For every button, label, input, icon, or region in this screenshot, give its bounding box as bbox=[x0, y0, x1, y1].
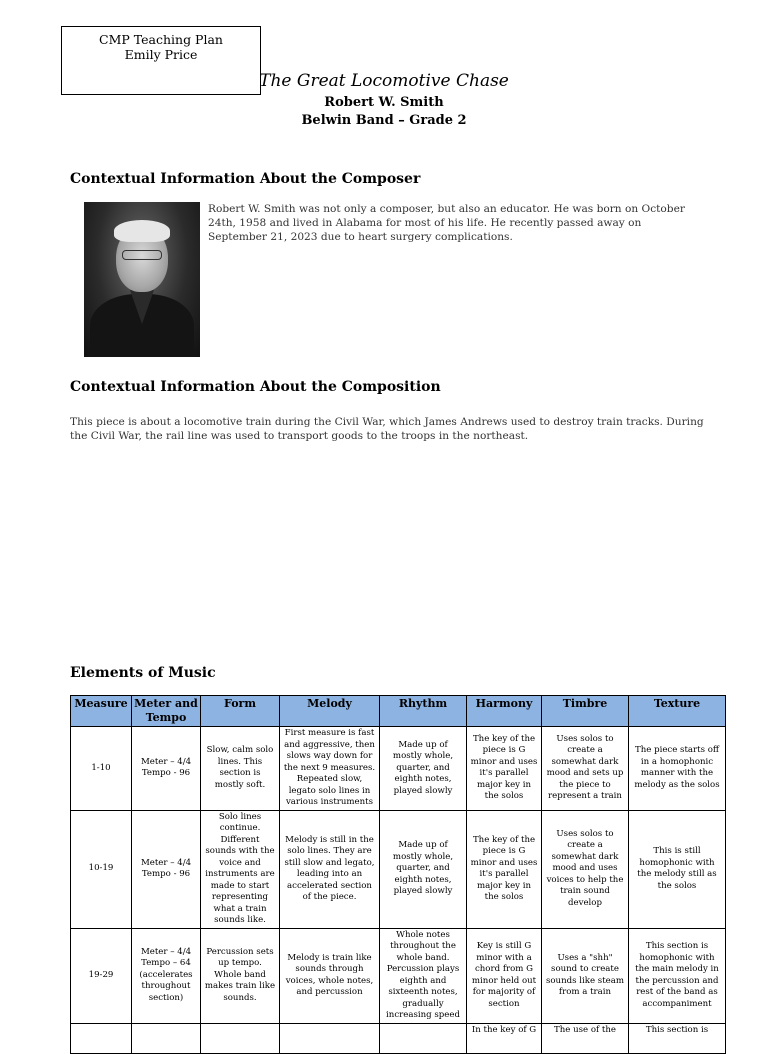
cell-harmony: Key is still G minor with a chord from G minor held out for majority of section bbox=[467, 928, 542, 1023]
cell-rhythm bbox=[380, 1023, 467, 1053]
elements-heading: Elements of Music bbox=[70, 665, 216, 681]
column-header-texture: Texture bbox=[629, 696, 726, 727]
cell-timbre: The use of the bbox=[542, 1023, 629, 1053]
cell-rhythm: Made up of mostly whole, quarter, and eighth notes, played slowly bbox=[380, 810, 467, 928]
table-row bbox=[71, 727, 726, 811]
elements-table bbox=[70, 695, 726, 1054]
cell-measure: 19-29 bbox=[71, 928, 132, 1023]
cell-texture: The piece starts off in a homophonic manner with the melody as the solos bbox=[629, 727, 726, 811]
plan-title: CMP Teaching Plan bbox=[99, 32, 223, 47]
column-header-harmony: Harmony bbox=[467, 696, 542, 727]
cell-harmony: In the key of G bbox=[467, 1023, 542, 1053]
column-header-form: Form bbox=[201, 696, 280, 727]
cell-measure: 1-10 bbox=[71, 727, 132, 811]
cell-harmony: The key of the piece is G minor and uses it's parallel major key in the solos bbox=[467, 727, 542, 811]
cell-measure bbox=[71, 1023, 132, 1053]
cell-timbre: Uses solos to create a somewhat dark mood and sets up the piece to represent a train bbox=[542, 727, 629, 811]
cell-measure: 10-19 bbox=[71, 810, 132, 928]
cell-meter-tempo: Meter – 4/4 Tempo – 64 (accelerates throughout section) bbox=[132, 928, 201, 1023]
cell-timbre: Uses solos to create a somewhat dark mood and uses voices to help the train sound develop bbox=[542, 810, 629, 928]
composer-photo bbox=[84, 202, 200, 357]
cell-melody: Melody is train like sounds through voices, whole notes, and percussion bbox=[280, 928, 380, 1023]
composition-text: This piece is about a locomotive train during the Civil War, which James Andrews used to destroy train tracks. During the Civil War, the rail line was used to transport goods to the troops in the northeast. bbox=[70, 416, 704, 442]
cell-harmony: The key of the piece is G minor and uses it's parallel major key in the solos bbox=[467, 810, 542, 928]
cell-melody bbox=[280, 1023, 380, 1053]
cell-rhythm: Whole notes throughout the whole band. Percussion plays eighth and sixteenth notes, gradually increasing speed bbox=[380, 928, 467, 1023]
column-header-meter-tempo: Meter and Tempo bbox=[132, 696, 201, 727]
table-row bbox=[71, 928, 726, 1023]
column-header-measure: Measure bbox=[71, 696, 132, 727]
composer-name: Robert W. Smith bbox=[324, 95, 444, 110]
table-header-row bbox=[71, 696, 726, 727]
composer-text: Robert W. Smith was not only a composer, but also an educator. He was born on October 24th, 1958 and lived in Alabama for most of his life. He recently passed away on September 21, 2023 due to heart surgery complications. bbox=[208, 203, 685, 243]
composition-heading: Contextual Information About the Composition bbox=[70, 379, 441, 395]
cell-texture: This section is homophonic with the main melody in the percussion and rest of the band as accompaniment bbox=[629, 928, 726, 1023]
cell-form: Slow, calm solo lines. This section is mostly soft. bbox=[201, 727, 280, 811]
column-header-melody: Melody bbox=[280, 696, 380, 727]
cell-meter-tempo: Meter – 4/4 Tempo - 96 bbox=[132, 810, 201, 928]
column-header-timbre: Timbre bbox=[542, 696, 629, 727]
cell-form: Solo lines continue. Different sounds with the voice and instruments are made to start representing what a train sounds like. bbox=[201, 810, 280, 928]
cell-melody: First measure is fast and aggressive, then slows way down for the next 9 measures. Repeated slow, legato solo lines in various instruments bbox=[280, 727, 380, 811]
cell-meter-tempo bbox=[132, 1023, 201, 1053]
cell-texture: This section is bbox=[629, 1023, 726, 1053]
author-name: Emily Price bbox=[124, 47, 198, 62]
cell-texture: This is still homophonic with the melody still as the solos bbox=[629, 810, 726, 928]
publisher-grade: Belwin Band – Grade 2 bbox=[301, 113, 467, 128]
column-header-rhythm: Rhythm bbox=[380, 696, 467, 727]
composer-heading: Contextual Information About the Composer bbox=[70, 171, 421, 187]
cell-timbre: Uses a "shh" sound to create sounds like steam from a train bbox=[542, 928, 629, 1023]
table-row bbox=[71, 810, 726, 928]
cell-form bbox=[201, 1023, 280, 1053]
cell-meter-tempo: Meter – 4/4 Tempo - 96 bbox=[132, 727, 201, 811]
table-row bbox=[71, 1023, 726, 1053]
piece-title: The Great Locomotive Chase bbox=[259, 71, 509, 91]
cell-form: Percussion sets up tempo. Whole band makes train like sounds. bbox=[201, 928, 280, 1023]
cell-rhythm: Made up of mostly whole, quarter, and eighth notes, played slowly bbox=[380, 727, 467, 811]
cell-melody: Melody is still in the solo lines. They are still slow and legato, leading into an accelerated section of the piece. bbox=[280, 810, 380, 928]
